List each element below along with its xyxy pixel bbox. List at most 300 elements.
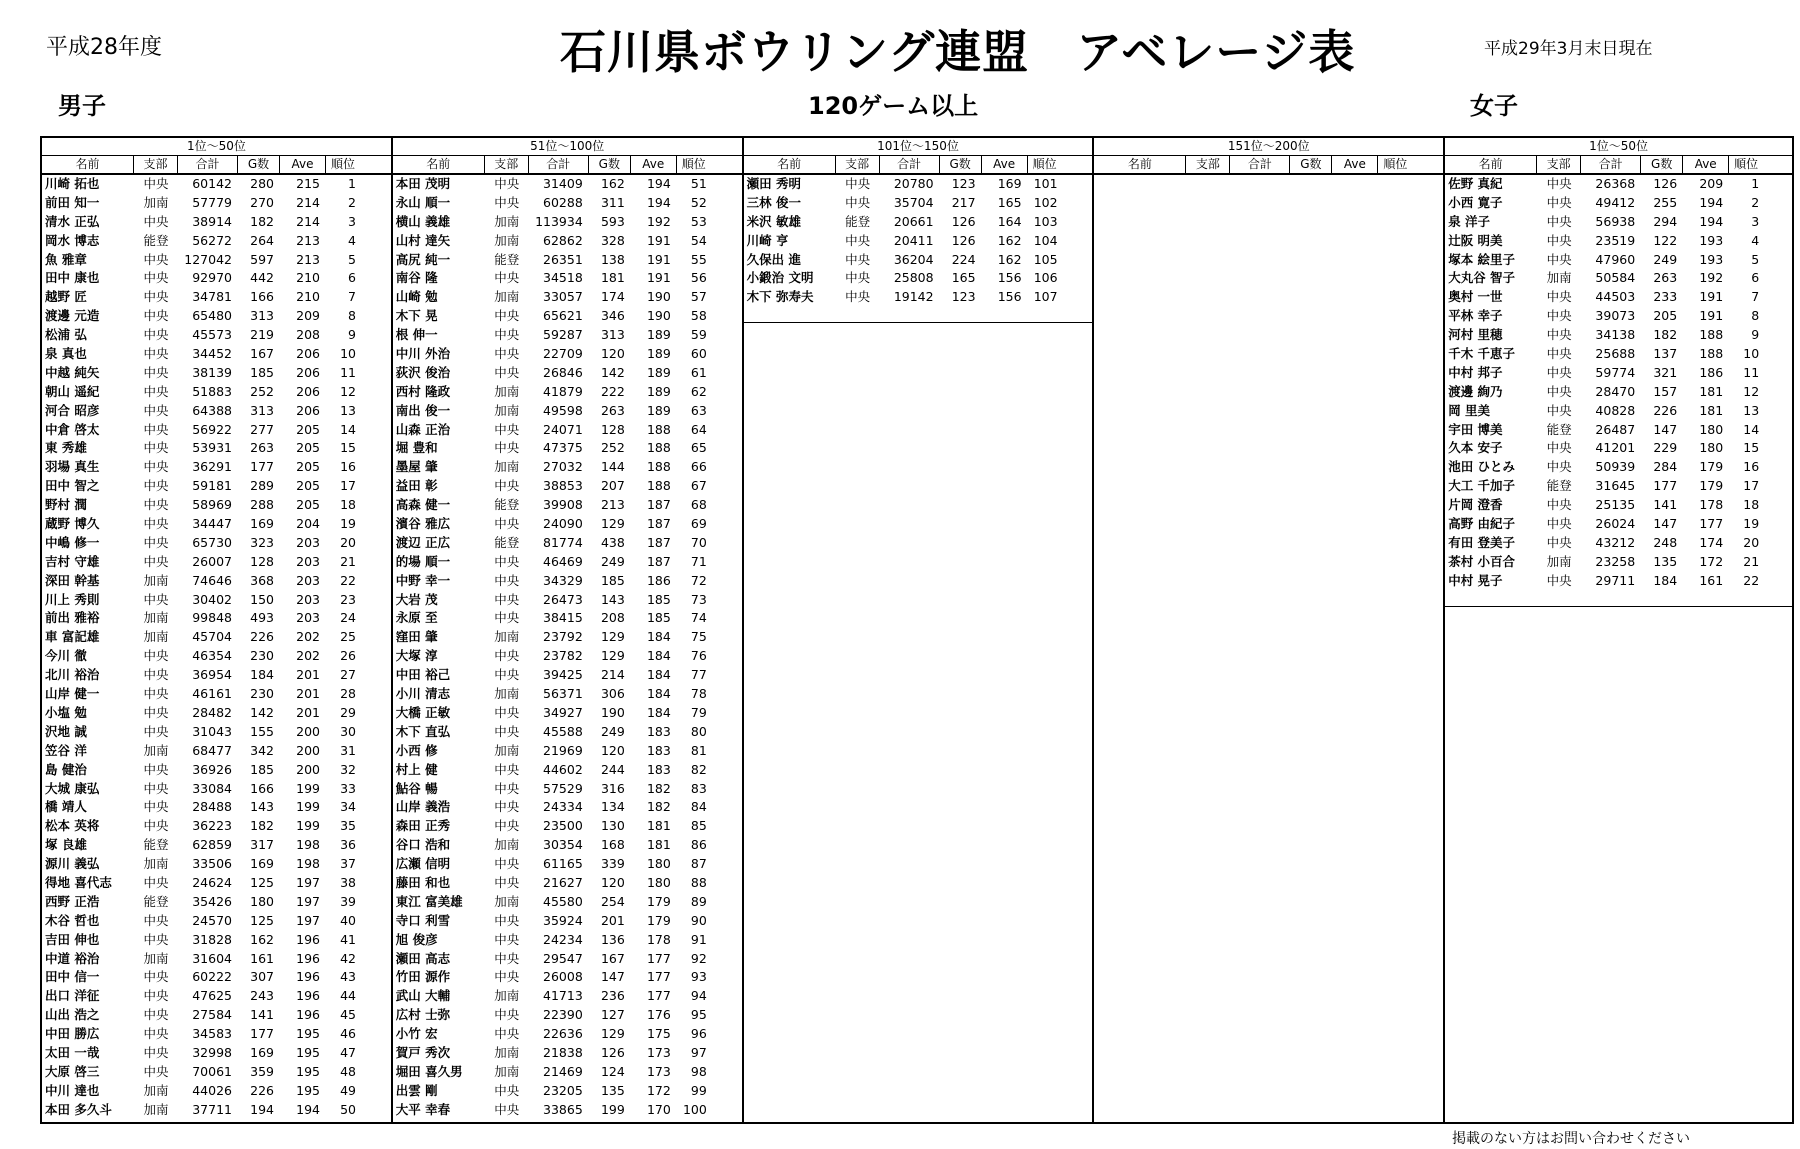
women-section-label: 女子 (1470, 92, 1518, 120)
cell-branch: 能登 (143, 837, 169, 853)
cell-total: 36291 (192, 459, 232, 475)
cell-rank: 88 (690, 874, 707, 890)
cell-name: 川崎 亨 (746, 232, 789, 248)
cell-games: 125 (250, 912, 274, 928)
cell-ave: 196 (296, 1007, 320, 1023)
cell-total: 92970 (192, 270, 232, 286)
cell-total: 27584 (192, 1007, 232, 1023)
cell-total: 36204 (893, 251, 934, 267)
cell-ave: 195 (296, 1044, 320, 1060)
cell-rank: 38 (340, 874, 356, 890)
cell-rank: 15 (1743, 440, 1760, 456)
cell-total: 47625 (192, 988, 232, 1004)
cell-total: 36954 (192, 667, 232, 683)
cell-branch: 中央 (143, 327, 169, 343)
cell-total: 26846 (543, 364, 583, 380)
column-header-rank: 順位 (681, 157, 706, 171)
cell-rank: 31 (340, 742, 356, 758)
cell-branch: 中央 (143, 686, 169, 702)
cell-rank: 3 (1751, 213, 1760, 229)
table-row (393, 1101, 742, 1120)
cell-branch: 中央 (494, 780, 520, 796)
cell-branch: 中央 (1546, 402, 1572, 418)
cell-total: 28470 (1595, 383, 1636, 399)
cell-branch: 中央 (143, 648, 169, 664)
cell-games: 180 (250, 893, 274, 909)
table-row (42, 572, 391, 591)
cell-games: 294 (1653, 213, 1678, 229)
cell-games: 226 (250, 1082, 274, 1098)
cell-games: 236 (600, 988, 625, 1004)
cell-total: 38853 (543, 478, 583, 494)
table-row (393, 534, 742, 553)
cell-name: 茶村 小百合 (1448, 553, 1516, 569)
cell-total: 50939 (1595, 459, 1636, 475)
column-header-games: G数 (1290, 156, 1332, 173)
table-row (744, 213, 1093, 232)
column-headers (393, 156, 742, 175)
men-block-1 (40, 138, 391, 1122)
cell-total: 26007 (192, 553, 232, 569)
table-row (42, 1101, 391, 1120)
cell-ave: 194 (1699, 194, 1724, 210)
cell-branch: 中央 (1546, 459, 1572, 475)
season-label: 平成28年度 (46, 35, 162, 60)
cell-games: 182 (250, 818, 274, 834)
cell-ave: 187 (646, 534, 671, 550)
cell-ave: 177 (646, 950, 671, 966)
table-row (42, 836, 391, 855)
cell-rank: 20 (340, 534, 356, 550)
table-row (744, 251, 1093, 270)
cell-branch: 中央 (494, 969, 520, 985)
cell-rank: 22 (1743, 572, 1760, 588)
cell-name: 荻沢 俊治 (395, 364, 451, 380)
cell-name: 村上 健 (395, 761, 438, 777)
cell-rank: 18 (1743, 497, 1760, 513)
cell-total: 61165 (543, 856, 583, 872)
cell-branch: 中央 (143, 818, 169, 834)
table-row (393, 817, 742, 836)
cell-rank: 97 (690, 1044, 707, 1060)
as-of-date: 平成29年3月末日現在 (1484, 39, 1653, 59)
cell-branch: 中央 (143, 723, 169, 739)
cell-branch: 中央 (143, 383, 169, 399)
cell-total: 34329 (543, 572, 583, 588)
table-row (42, 723, 391, 742)
column-header-ave: Ave (280, 156, 326, 173)
cell-branch: 中央 (494, 704, 520, 720)
cell-games: 135 (1653, 553, 1678, 569)
cell-ave: 201 (296, 704, 320, 720)
cell-total: 23792 (543, 629, 583, 645)
table-row (42, 968, 391, 987)
range-header: 151位～200位 (1094, 138, 1443, 156)
cell-games: 161 (250, 950, 274, 966)
cell-branch: 加南 (494, 402, 520, 418)
cell-rank: 7 (1751, 289, 1760, 305)
cell-name: 松浦 弘 (45, 327, 87, 343)
cell-games: 359 (250, 1063, 274, 1079)
cell-rank: 33 (340, 780, 356, 796)
cell-rank: 3 (348, 213, 356, 229)
cell-rank: 58 (690, 308, 707, 324)
cell-ave: 164 (997, 213, 1022, 229)
cell-branch: 中央 (143, 912, 169, 928)
cell-rank: 55 (690, 251, 707, 267)
cell-rank: 77 (690, 667, 707, 683)
cell-total: 25688 (1595, 346, 1636, 362)
table-row (42, 477, 391, 496)
cell-total: 45704 (192, 629, 232, 645)
cell-branch: 中央 (494, 950, 520, 966)
cell-total: 33865 (543, 1101, 583, 1117)
cell-ave: 197 (296, 874, 320, 890)
cell-total: 39425 (543, 667, 583, 683)
cell-branch: 中央 (1546, 327, 1572, 343)
table-row (744, 175, 1093, 194)
cell-games: 143 (600, 591, 625, 607)
cell-games: 224 (951, 251, 976, 267)
cell-total: 68477 (192, 742, 232, 758)
cell-branch: 加南 (1546, 270, 1572, 286)
cell-rank: 86 (690, 837, 707, 853)
cell-total: 32998 (192, 1044, 232, 1060)
cell-rank: 1 (1751, 176, 1760, 191)
table-row (393, 968, 742, 987)
cell-ave: 176 (646, 1007, 671, 1023)
cell-branch: 能登 (494, 497, 520, 513)
cell-branch: 中央 (143, 289, 169, 305)
cell-name: 泉 洋子 (1448, 213, 1491, 229)
cell-name: 木下 弥寿夫 (746, 289, 814, 305)
men-block-4 (1092, 138, 1443, 1122)
cell-ave: 188 (646, 478, 671, 494)
cell-branch: 中央 (494, 572, 520, 588)
cell-ave: 194 (646, 176, 671, 191)
cell-branch: 中央 (143, 308, 169, 324)
cell-rank: 69 (690, 516, 707, 532)
cell-rank: 63 (690, 402, 707, 418)
cell-games: 182 (1653, 327, 1678, 343)
cell-total: 59774 (1595, 364, 1636, 380)
cell-ave: 205 (296, 421, 320, 437)
cell-total: 31828 (192, 931, 232, 947)
cell-name: 瀬田 高志 (395, 950, 451, 966)
cell-total: 34781 (192, 289, 232, 305)
table-row (393, 950, 742, 969)
cell-total: 31409 (543, 176, 583, 191)
cell-ave: 188 (1699, 327, 1724, 343)
cell-total: 53931 (192, 440, 232, 456)
cell-ave: 178 (646, 931, 671, 947)
cell-total: 25135 (1595, 497, 1636, 513)
cell-branch: 加南 (494, 686, 520, 702)
cell-rank: 67 (690, 478, 707, 494)
cell-games: 597 (250, 251, 274, 267)
cell-branch: 中央 (494, 553, 520, 569)
cell-name: 池田 ひとみ (1448, 459, 1516, 475)
cell-name: 辻阪 明美 (1448, 232, 1503, 248)
cell-rank: 36 (340, 837, 356, 853)
table-row (1445, 383, 1792, 402)
cell-games: 177 (250, 1026, 274, 1042)
cell-games: 493 (250, 610, 274, 626)
cell-games: 120 (600, 346, 625, 362)
cell-rank: 9 (348, 327, 356, 343)
table-row (1445, 496, 1792, 515)
cell-name: 大丸谷 智子 (1448, 270, 1516, 286)
table-row (393, 364, 742, 383)
cell-rank: 7 (348, 289, 356, 305)
cell-games: 230 (250, 648, 274, 664)
table-row (42, 402, 391, 421)
cell-ave: 189 (646, 364, 671, 380)
cell-games: 120 (600, 742, 625, 758)
cell-games: 129 (600, 516, 625, 532)
cell-rank: 45 (340, 1007, 356, 1023)
cell-branch: 中央 (494, 818, 520, 834)
cell-name: 横山 義雄 (395, 213, 451, 229)
cell-games: 147 (1653, 421, 1678, 437)
cell-branch: 中央 (143, 799, 169, 815)
cell-ave: 189 (646, 383, 671, 399)
cell-name: 太田 一哉 (45, 1044, 100, 1060)
cell-games: 136 (600, 931, 625, 947)
cell-rank: 50 (340, 1101, 356, 1117)
table-row (393, 591, 742, 610)
column-header-ave: Ave (1683, 156, 1729, 173)
cell-total: 31645 (1595, 478, 1636, 494)
cell-rank: 44 (340, 988, 356, 1004)
cell-games: 129 (600, 648, 625, 664)
cell-rank: 16 (340, 459, 356, 475)
cell-games: 130 (600, 818, 625, 834)
column-header-name: 名前 (1094, 156, 1186, 173)
cell-rank: 4 (348, 232, 356, 248)
cell-branch: 加南 (143, 610, 169, 626)
cell-branch: 中央 (494, 667, 520, 683)
cell-rank: 72 (690, 572, 707, 588)
cell-rank: 102 (1033, 194, 1058, 210)
cell-games: 182 (250, 213, 274, 229)
table-row (393, 251, 742, 270)
cell-total: 57529 (543, 780, 583, 796)
cell-rank: 68 (690, 497, 707, 513)
cell-ave: 190 (646, 289, 671, 305)
page-title: 石川県ボウリング連盟 アベレージ表 (560, 25, 1356, 79)
cell-total: 36223 (192, 818, 232, 834)
cell-branch: 加南 (494, 1063, 520, 1079)
cell-name: 千木 千恵子 (1448, 346, 1516, 362)
cell-ave: 193 (1699, 232, 1724, 248)
table-row (42, 1025, 391, 1044)
table-row (42, 987, 391, 1006)
cell-games: 201 (600, 912, 625, 928)
cell-games: 123 (951, 289, 976, 305)
cell-name: 西野 正浩 (45, 893, 100, 909)
cell-rank: 46 (340, 1026, 356, 1042)
cell-total: 29547 (543, 950, 583, 966)
cell-branch: 中央 (494, 799, 520, 815)
table-row (42, 421, 391, 440)
block-end-line (1445, 606, 1792, 607)
cell-games: 169 (250, 516, 274, 532)
cell-branch: 中央 (494, 648, 520, 664)
cell-games: 313 (600, 327, 625, 343)
cell-branch: 中央 (494, 874, 520, 890)
cell-games: 142 (600, 364, 625, 380)
cell-name: 瀬田 秀明 (746, 176, 801, 191)
cell-ave: 177 (646, 969, 671, 985)
cell-ave: 162 (997, 251, 1022, 267)
table-row (1445, 213, 1792, 232)
table-row (393, 609, 742, 628)
cell-games: 249 (600, 723, 625, 739)
range-header: 1位～50位 (42, 138, 391, 156)
cell-total: 23519 (1595, 232, 1636, 248)
cell-branch: 中央 (1546, 572, 1572, 588)
cell-total: 21627 (543, 874, 583, 890)
cell-name: 渡邊 絢乃 (1448, 383, 1503, 399)
cell-total: 34452 (192, 346, 232, 362)
cell-ave: 181 (1699, 383, 1724, 399)
column-header-name: 名前 (1445, 156, 1537, 173)
cell-total: 60288 (543, 194, 583, 210)
cell-name: 塚本 絵里子 (1448, 251, 1516, 267)
cell-ave: 193 (1699, 251, 1724, 267)
cell-rank: 15 (340, 440, 356, 456)
cell-branch: 中央 (494, 364, 520, 380)
cell-name: 奥村 一世 (1448, 289, 1503, 305)
cell-name: 山崎 勉 (395, 289, 438, 305)
cell-total: 28488 (192, 799, 232, 815)
cell-total: 31043 (192, 723, 232, 739)
cell-total: 74646 (192, 572, 232, 588)
cell-branch: 中央 (143, 1044, 169, 1060)
cell-games: 249 (1653, 251, 1678, 267)
cell-games: 207 (600, 478, 625, 494)
cell-games: 208 (600, 610, 625, 626)
cell-branch: 中央 (143, 478, 169, 494)
column-header-total: 合計 (1230, 156, 1290, 173)
table-row (42, 553, 391, 572)
cell-branch: 中央 (143, 534, 169, 550)
cell-total: 38415 (543, 610, 583, 626)
cell-name: 竹田 源作 (395, 969, 451, 985)
table-row (1445, 345, 1792, 364)
table-row (1445, 326, 1792, 345)
cell-games: 284 (1653, 459, 1678, 475)
table-row (42, 288, 391, 307)
cell-ave: 206 (296, 383, 320, 399)
cell-branch: 加南 (494, 232, 520, 248)
cell-name: 的場 順一 (395, 553, 451, 569)
table-row (744, 288, 1093, 307)
cell-name: 濱谷 雅広 (395, 516, 451, 532)
cell-branch: 中央 (143, 251, 169, 267)
cell-name: 永山 順一 (395, 194, 451, 210)
column-header-rank: 順位 (1383, 157, 1408, 171)
cell-ave: 202 (296, 629, 320, 645)
cell-branch: 中央 (143, 459, 169, 475)
cell-games: 126 (951, 213, 976, 229)
cell-rank: 17 (340, 478, 356, 494)
cell-total: 45573 (192, 327, 232, 343)
cell-name: 東江 富美雄 (395, 893, 463, 909)
table-row (393, 704, 742, 723)
cell-total: 60222 (192, 969, 232, 985)
cell-total: 58969 (192, 497, 232, 513)
cell-total: 45588 (543, 723, 583, 739)
table-row (393, 1082, 742, 1101)
table-row (42, 269, 391, 288)
cell-name: 木下 晃 (395, 308, 438, 324)
cell-ave: 205 (296, 497, 320, 513)
cell-name: 宇田 博美 (1448, 421, 1503, 437)
cell-name: 大城 康弘 (45, 780, 100, 796)
cell-name: 小西 修 (395, 742, 438, 758)
cell-branch: 中央 (845, 251, 871, 267)
cell-games: 174 (600, 289, 625, 305)
table-row (393, 345, 742, 364)
cell-ave: 203 (296, 610, 320, 626)
cell-games: 184 (250, 667, 274, 683)
cell-rank: 57 (690, 289, 707, 305)
cell-branch: 能登 (494, 534, 520, 550)
cell-ave: 162 (997, 232, 1022, 248)
cell-ave: 209 (1699, 176, 1724, 191)
table-row (393, 1025, 742, 1044)
cell-total: 46469 (543, 553, 583, 569)
cell-games: 162 (600, 176, 625, 191)
cell-games: 229 (1653, 440, 1678, 456)
cell-games: 165 (951, 270, 976, 286)
cell-games: 244 (600, 761, 625, 777)
cell-total: 23782 (543, 648, 583, 664)
cell-branch: 中央 (143, 667, 169, 683)
cell-name: 小竹 宏 (395, 1026, 438, 1042)
table-row (393, 175, 742, 194)
table-row (42, 175, 391, 194)
cell-rank: 30 (340, 723, 356, 739)
cell-rank: 49 (340, 1082, 356, 1098)
cell-rank: 64 (690, 421, 707, 437)
cell-games: 252 (600, 440, 625, 456)
cell-name: 沢地 誠 (45, 723, 87, 739)
cell-ave: 196 (296, 969, 320, 985)
table-row (393, 288, 742, 307)
cell-games: 321 (1653, 364, 1678, 380)
cell-ave: 206 (296, 346, 320, 362)
cell-branch: 中央 (143, 270, 169, 286)
cell-games: 129 (600, 629, 625, 645)
table-row (42, 364, 391, 383)
cell-name: 中道 裕治 (45, 950, 100, 966)
cell-branch: 中央 (143, 497, 169, 513)
cell-games: 128 (600, 421, 625, 437)
cell-rank: 73 (690, 591, 707, 607)
column-header-rank: 順位 (330, 157, 355, 171)
cell-name: 小西 寛子 (1448, 194, 1503, 210)
column-headers (744, 156, 1093, 175)
cell-total: 34583 (192, 1026, 232, 1042)
cell-games: 169 (250, 1044, 274, 1060)
cell-games: 166 (250, 289, 274, 305)
cell-ave: 182 (646, 780, 671, 796)
cell-ave: 183 (646, 761, 671, 777)
cell-total: 59287 (543, 327, 583, 343)
